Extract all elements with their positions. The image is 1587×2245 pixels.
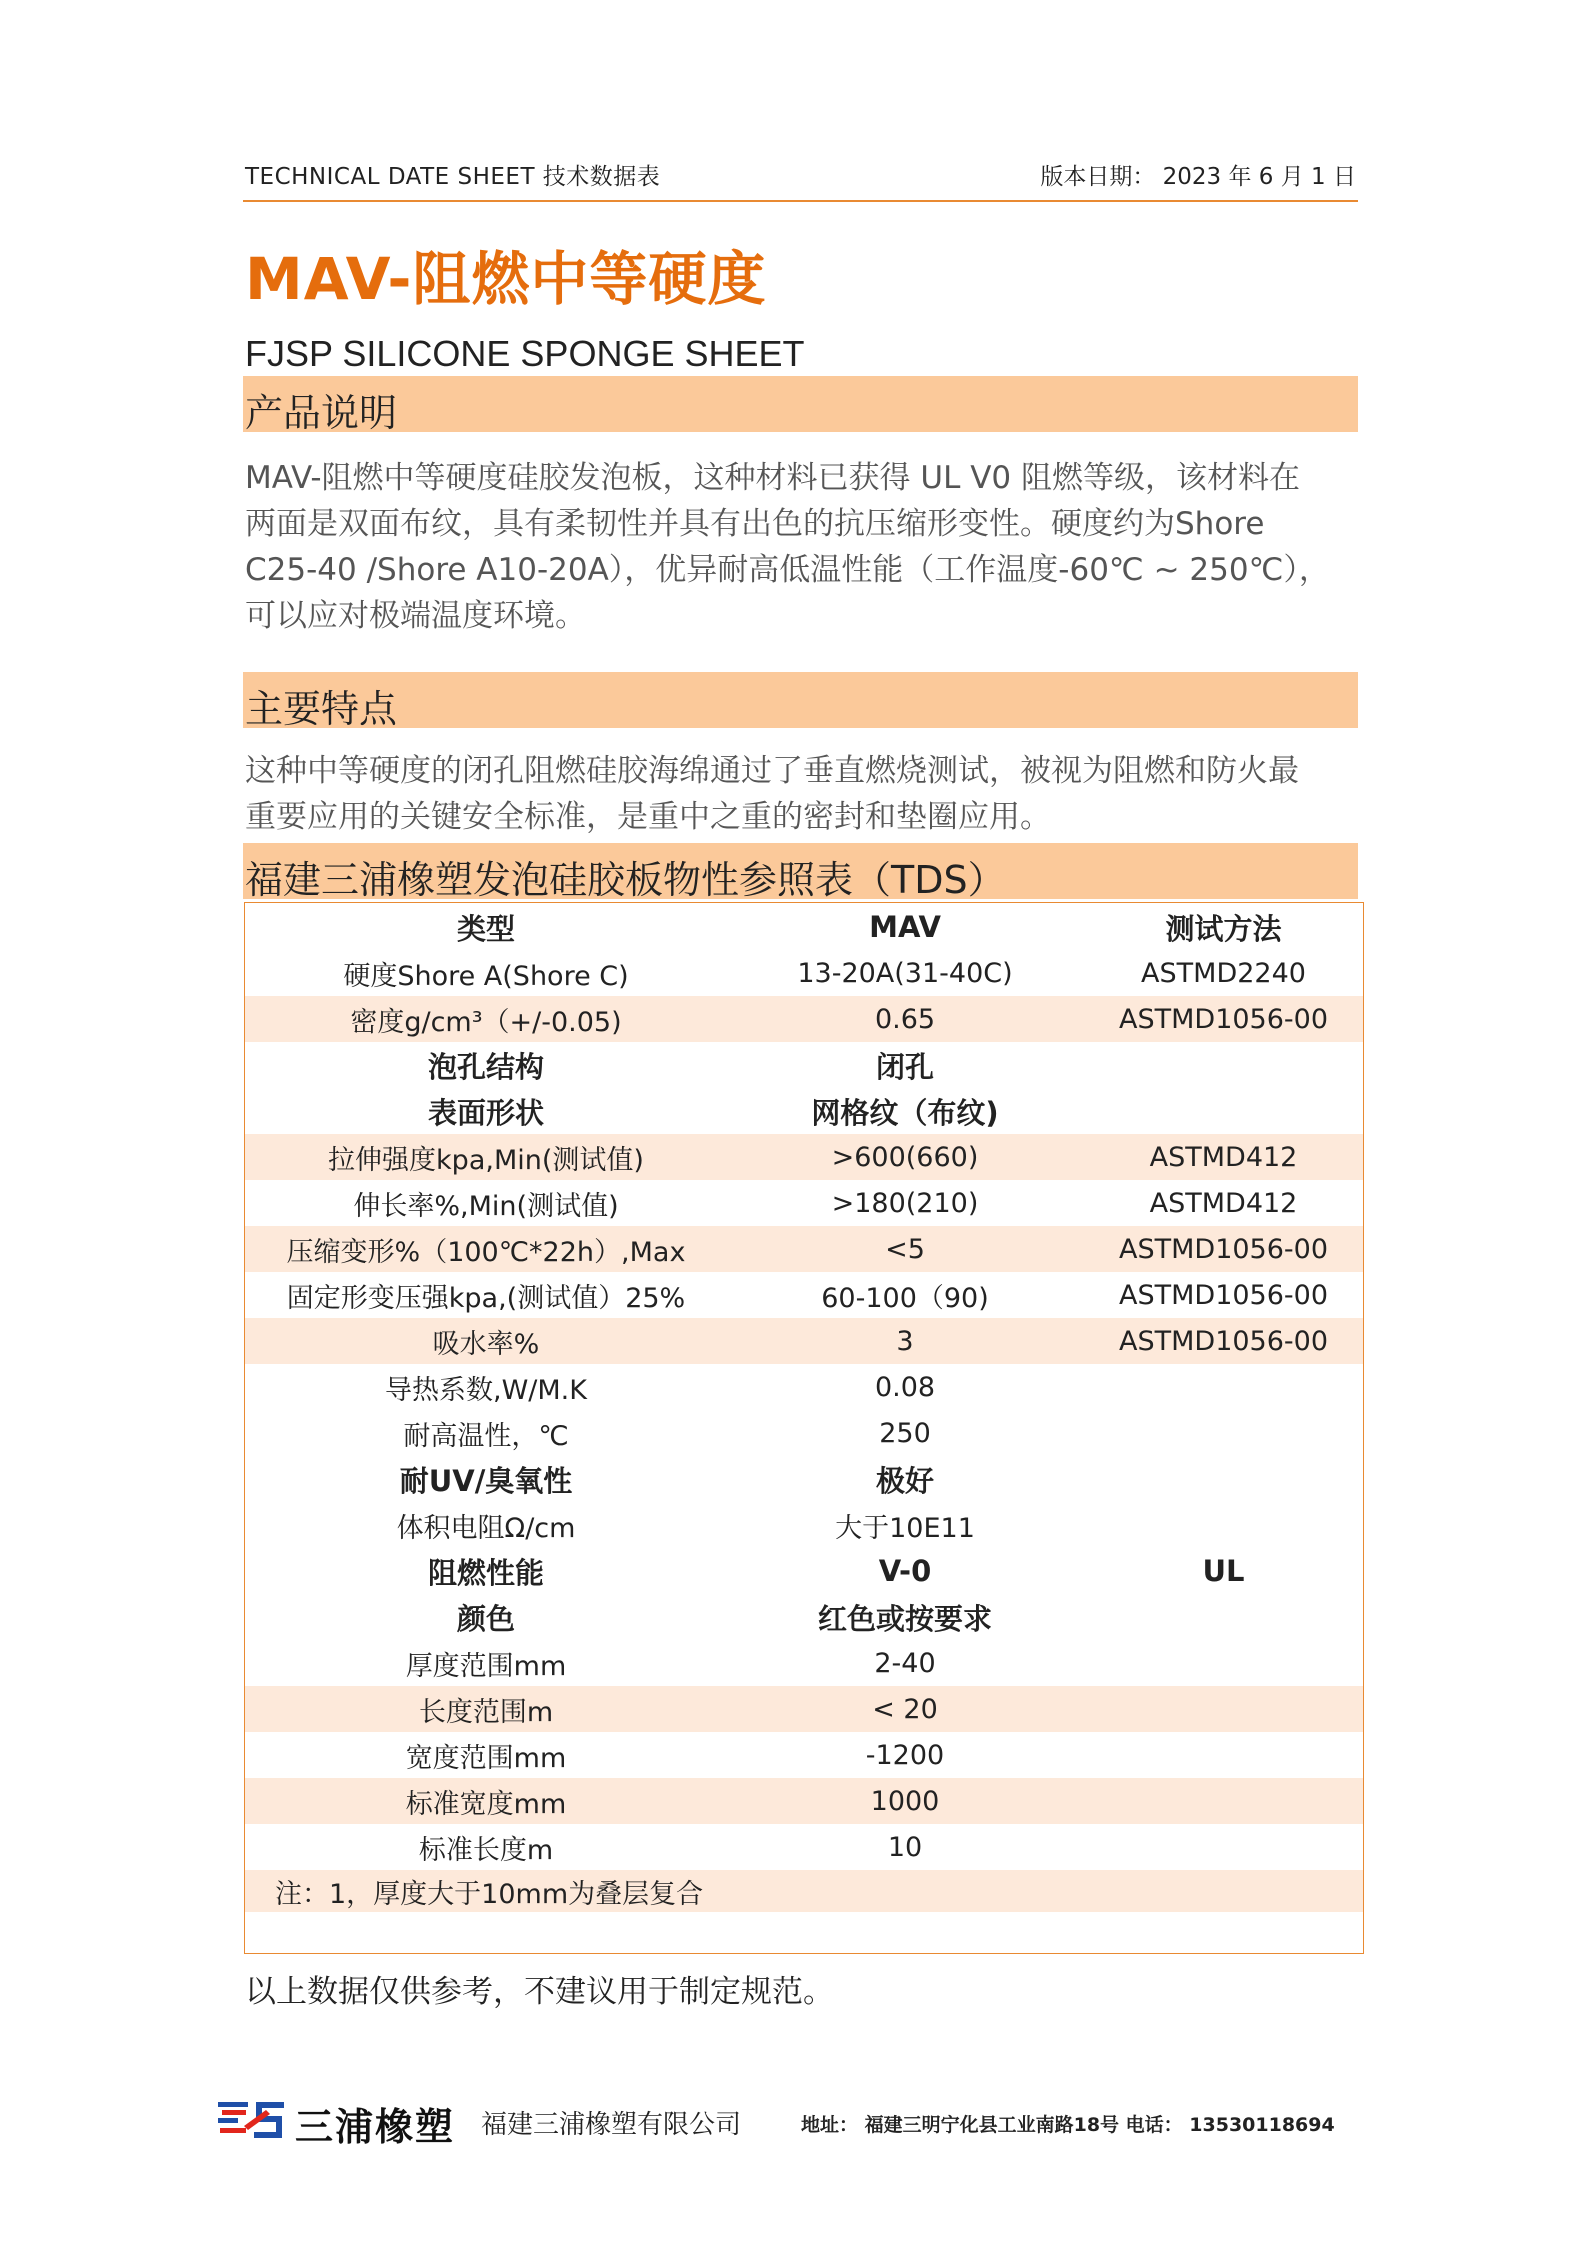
property-cell: 泡孔结构 xyxy=(427,1049,544,1084)
header-left: TECHNICAL DATE SHEET 技术数据表 xyxy=(245,164,661,190)
table-row xyxy=(245,1088,1363,1134)
method-cell: ASTMD2240 xyxy=(1141,957,1306,989)
method-cell: ASTMD412 xyxy=(1149,1187,1298,1219)
method-cell xyxy=(1083,1364,1364,1410)
table-row xyxy=(245,1686,1363,1732)
section-bar-features xyxy=(243,672,1358,731)
section-bar-table xyxy=(243,843,1358,902)
value-cell: 极好 xyxy=(875,1463,934,1498)
table-row xyxy=(245,1410,1363,1456)
property-cell: 体积电阻Ω/cm xyxy=(396,1512,576,1544)
footer-company: 福建三浦橡塑有限公司 xyxy=(481,2110,742,2140)
property-cell: 阻燃性能 xyxy=(427,1555,544,1590)
description-line: 可以应对极端温度环境。 xyxy=(245,598,586,634)
table-row xyxy=(245,1180,1363,1226)
table-row xyxy=(245,1732,1363,1778)
method-cell: ASTMD1056-00 xyxy=(1119,1233,1328,1265)
logo-text: 三浦橡塑 xyxy=(295,2105,456,2149)
table-note-row xyxy=(245,1870,1363,1912)
property-cell: 吸水率% xyxy=(432,1328,540,1360)
description-line: MAV-阻燃中等硬度硅胶发泡板，这种材料已获得 UL V0 阻燃等级，该材料在 xyxy=(245,460,1300,496)
table-row xyxy=(245,1226,1363,1272)
property-cell: 长度范围m xyxy=(418,1696,554,1728)
table-row xyxy=(245,1594,1363,1640)
description-line: C25-40 /Shore A10-20A），优异耐高低温性能（工作温度-60℃ ~ 250℃）， xyxy=(245,552,1330,588)
section-heading-description: 产品说明 xyxy=(245,391,398,435)
property-cell: 压缩变形%（100℃*22h）,Max xyxy=(286,1236,686,1268)
value-cell: 网格纹（布纹) xyxy=(811,1095,999,1130)
section-heading-features: 主要特点 xyxy=(245,687,398,731)
value-cell: 大于10E11 xyxy=(835,1512,975,1544)
property-cell: 耐UV/臭氧性 xyxy=(399,1463,573,1498)
value-cell: 2-40 xyxy=(874,1647,936,1679)
method-cell xyxy=(1083,1686,1364,1732)
table-note: 注：1，厚度大于10mm为叠层复合 xyxy=(275,1878,704,1910)
table-row xyxy=(245,950,1363,996)
value-cell: -1200 xyxy=(865,1739,945,1771)
method-cell xyxy=(1083,1594,1364,1640)
property-cell: 标准宽度mm xyxy=(405,1788,567,1820)
method-cell xyxy=(1083,1410,1364,1456)
value-cell: < 20 xyxy=(872,1693,938,1725)
value-cell: <5 xyxy=(885,1233,925,1265)
property-cell: 导热系数,W/M.K xyxy=(385,1374,587,1406)
table-row xyxy=(245,1640,1363,1686)
table-header-row xyxy=(245,904,1363,950)
value-cell: V-0 xyxy=(878,1554,932,1588)
value-cell: 250 xyxy=(879,1417,931,1449)
property-cell: 表面形状 xyxy=(427,1095,544,1130)
property-cell: 宽度范围mm xyxy=(405,1742,567,1774)
features-line: 重要应用的关键安全标准，是重中之重的密封和垫圈应用。 xyxy=(245,799,1051,835)
table-row xyxy=(245,1502,1363,1548)
method-cell xyxy=(1083,1456,1364,1502)
value-cell: 0.65 xyxy=(874,1003,936,1035)
section-heading-table: 福建三浦橡塑发泡硅胶板物性参照表（TDS） xyxy=(245,858,1006,902)
company-logo-icon xyxy=(216,2096,288,2144)
table-row xyxy=(245,1364,1363,1410)
method-cell xyxy=(1083,1778,1364,1824)
property-cell: 硬度Shore A(Shore C) xyxy=(343,960,629,992)
value-cell: 13-20A(31-40C) xyxy=(797,957,1013,989)
value-cell: 红色或按要求 xyxy=(817,1601,992,1636)
description-paragraph xyxy=(245,455,1357,639)
property-cell: 密度g/cm³（+/-0.05) xyxy=(350,1006,622,1038)
value-cell: 0.08 xyxy=(874,1371,936,1403)
header-date: 版本日期： 2023 年 6 月 1 日 xyxy=(1040,164,1356,190)
method-cell: 测试方法 xyxy=(1165,911,1282,946)
property-cell: 拉伸强度kpa,Min(测试值) xyxy=(328,1144,644,1176)
property-cell: 耐高温性，℃ xyxy=(403,1420,569,1452)
value-cell: 闭孔 xyxy=(875,1049,934,1084)
method-cell: ASTMD1056-00 xyxy=(1119,1325,1328,1357)
property-cell: 标准长度m xyxy=(418,1834,554,1866)
table-row xyxy=(245,1456,1363,1502)
value-cell: 10 xyxy=(887,1831,923,1863)
features-line: 这种中等硬度的闭孔阻燃硅胶海绵通过了垂直燃烧测试，被视为阻燃和防火最 xyxy=(245,753,1299,789)
property-cell: 固定形变压强kpa,(测试值）25% xyxy=(286,1282,686,1314)
method-cell xyxy=(1083,1824,1364,1870)
method-cell: ASTMD412 xyxy=(1149,1141,1298,1173)
table-row xyxy=(245,1272,1363,1318)
method-cell: ASTMD1056-00 xyxy=(1119,1003,1328,1035)
table-row xyxy=(245,1824,1363,1870)
page-title: MAV-阻燃中等硬度 xyxy=(245,245,767,313)
property-cell: 伸长率%,Min(测试值) xyxy=(353,1190,619,1222)
page-header xyxy=(243,150,1358,202)
value-cell: 60-100（90) xyxy=(821,1282,989,1314)
features-paragraph xyxy=(245,748,1357,840)
property-cell: 颜色 xyxy=(456,1601,515,1636)
table-row xyxy=(245,1318,1363,1364)
method-cell xyxy=(1083,1502,1364,1548)
method-cell xyxy=(1083,1088,1364,1134)
property-cell: 厚度范围mm xyxy=(405,1650,567,1682)
properties-table xyxy=(244,902,1364,1954)
table-row xyxy=(245,996,1363,1042)
value-cell: >180(210) xyxy=(831,1187,979,1219)
method-cell: UL xyxy=(1202,1554,1245,1588)
method-cell: ASTMD1056-00 xyxy=(1119,1279,1328,1311)
table-row xyxy=(245,1548,1363,1594)
method-cell xyxy=(1083,1042,1364,1088)
value-cell: >600(660) xyxy=(831,1141,979,1173)
table-row xyxy=(245,1042,1363,1088)
value-cell: 3 xyxy=(896,1325,914,1357)
page-footer xyxy=(243,2090,1358,2150)
value-cell: MAV xyxy=(869,910,941,944)
section-bar-description xyxy=(243,376,1358,435)
value-cell: 1000 xyxy=(870,1785,940,1817)
disclaimer-text: 以上数据仅供参考，不建议用于制定规范。 xyxy=(245,1974,834,2010)
table-row xyxy=(245,1778,1363,1824)
description-line: 两面是双面布纹，具有柔韧性并具有出色的抗压缩形变性。硬度约为Shore xyxy=(245,506,1265,542)
table-row xyxy=(245,1134,1363,1180)
footer-contact: 地址： 福建三明宁化县工业南路18号 电话： 13530118694 xyxy=(801,2114,1335,2136)
method-cell xyxy=(1083,1640,1364,1686)
property-cell: 类型 xyxy=(456,911,515,946)
page-subtitle: FJSP SILICONE SPONGE SHEET xyxy=(245,333,805,374)
method-cell xyxy=(1083,1732,1364,1778)
